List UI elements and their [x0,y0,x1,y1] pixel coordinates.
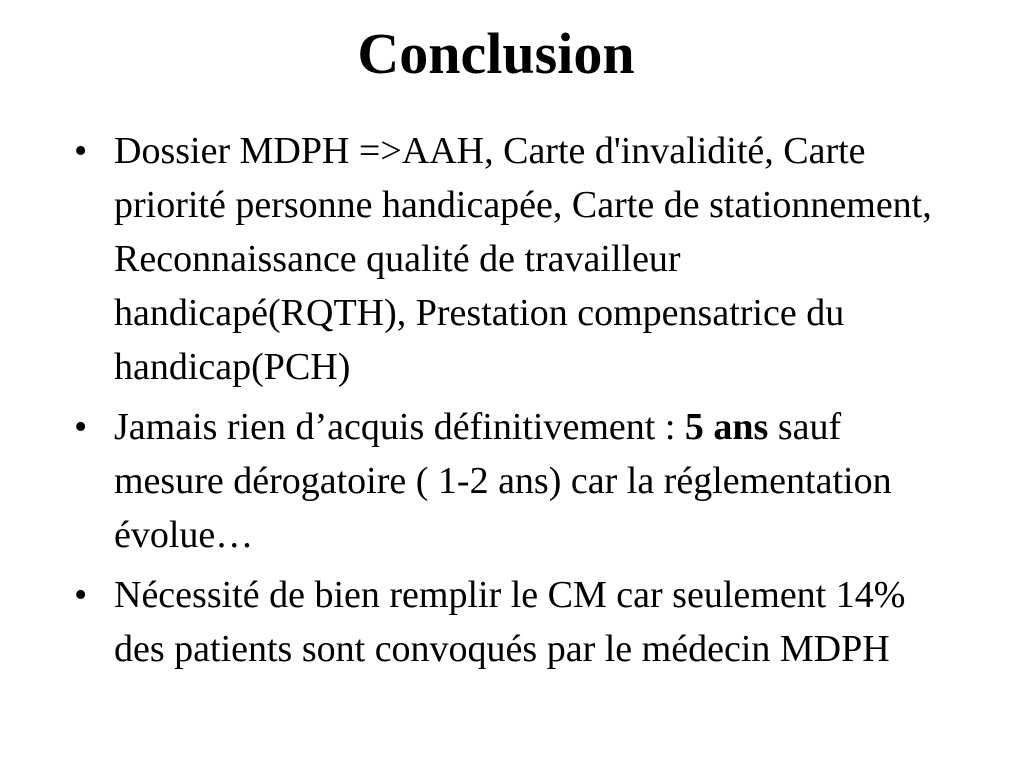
bullet-text-after: sauf mesure dérogatoire ( 1-2 ans) car la réglementation évolue… [114,406,892,556]
bullet-text: Dossier MDPH =>AAH, Carte d'invalidité, Carte priorité personne handicapée, Carte de stationnement, Reconnaissance qualité de travailleur handicapé(RQTH), Prestation compensatrice du handicap(PCH) [114,130,932,388]
bullet-emphasis: 5 ans [684,406,769,448]
slide-title: Conclusion [357,21,635,86]
bullet-text-before: Jamais rien d’acquis définitivement : [114,406,685,448]
bullet-list [70,124,950,682]
bullet-item-cm-form [70,568,950,676]
bullet-point-icon: • [74,574,88,616]
bullet-item-duration [70,400,950,562]
bullet-point-icon: • [74,130,88,172]
bullet-text: Nécessité de bien remplir le CM car seulement 14% des patients sont convoqués par le médecin MDPH [114,574,906,670]
bullet-point-icon: • [74,406,88,448]
bullet-item-mdph-dossier [70,124,950,394]
